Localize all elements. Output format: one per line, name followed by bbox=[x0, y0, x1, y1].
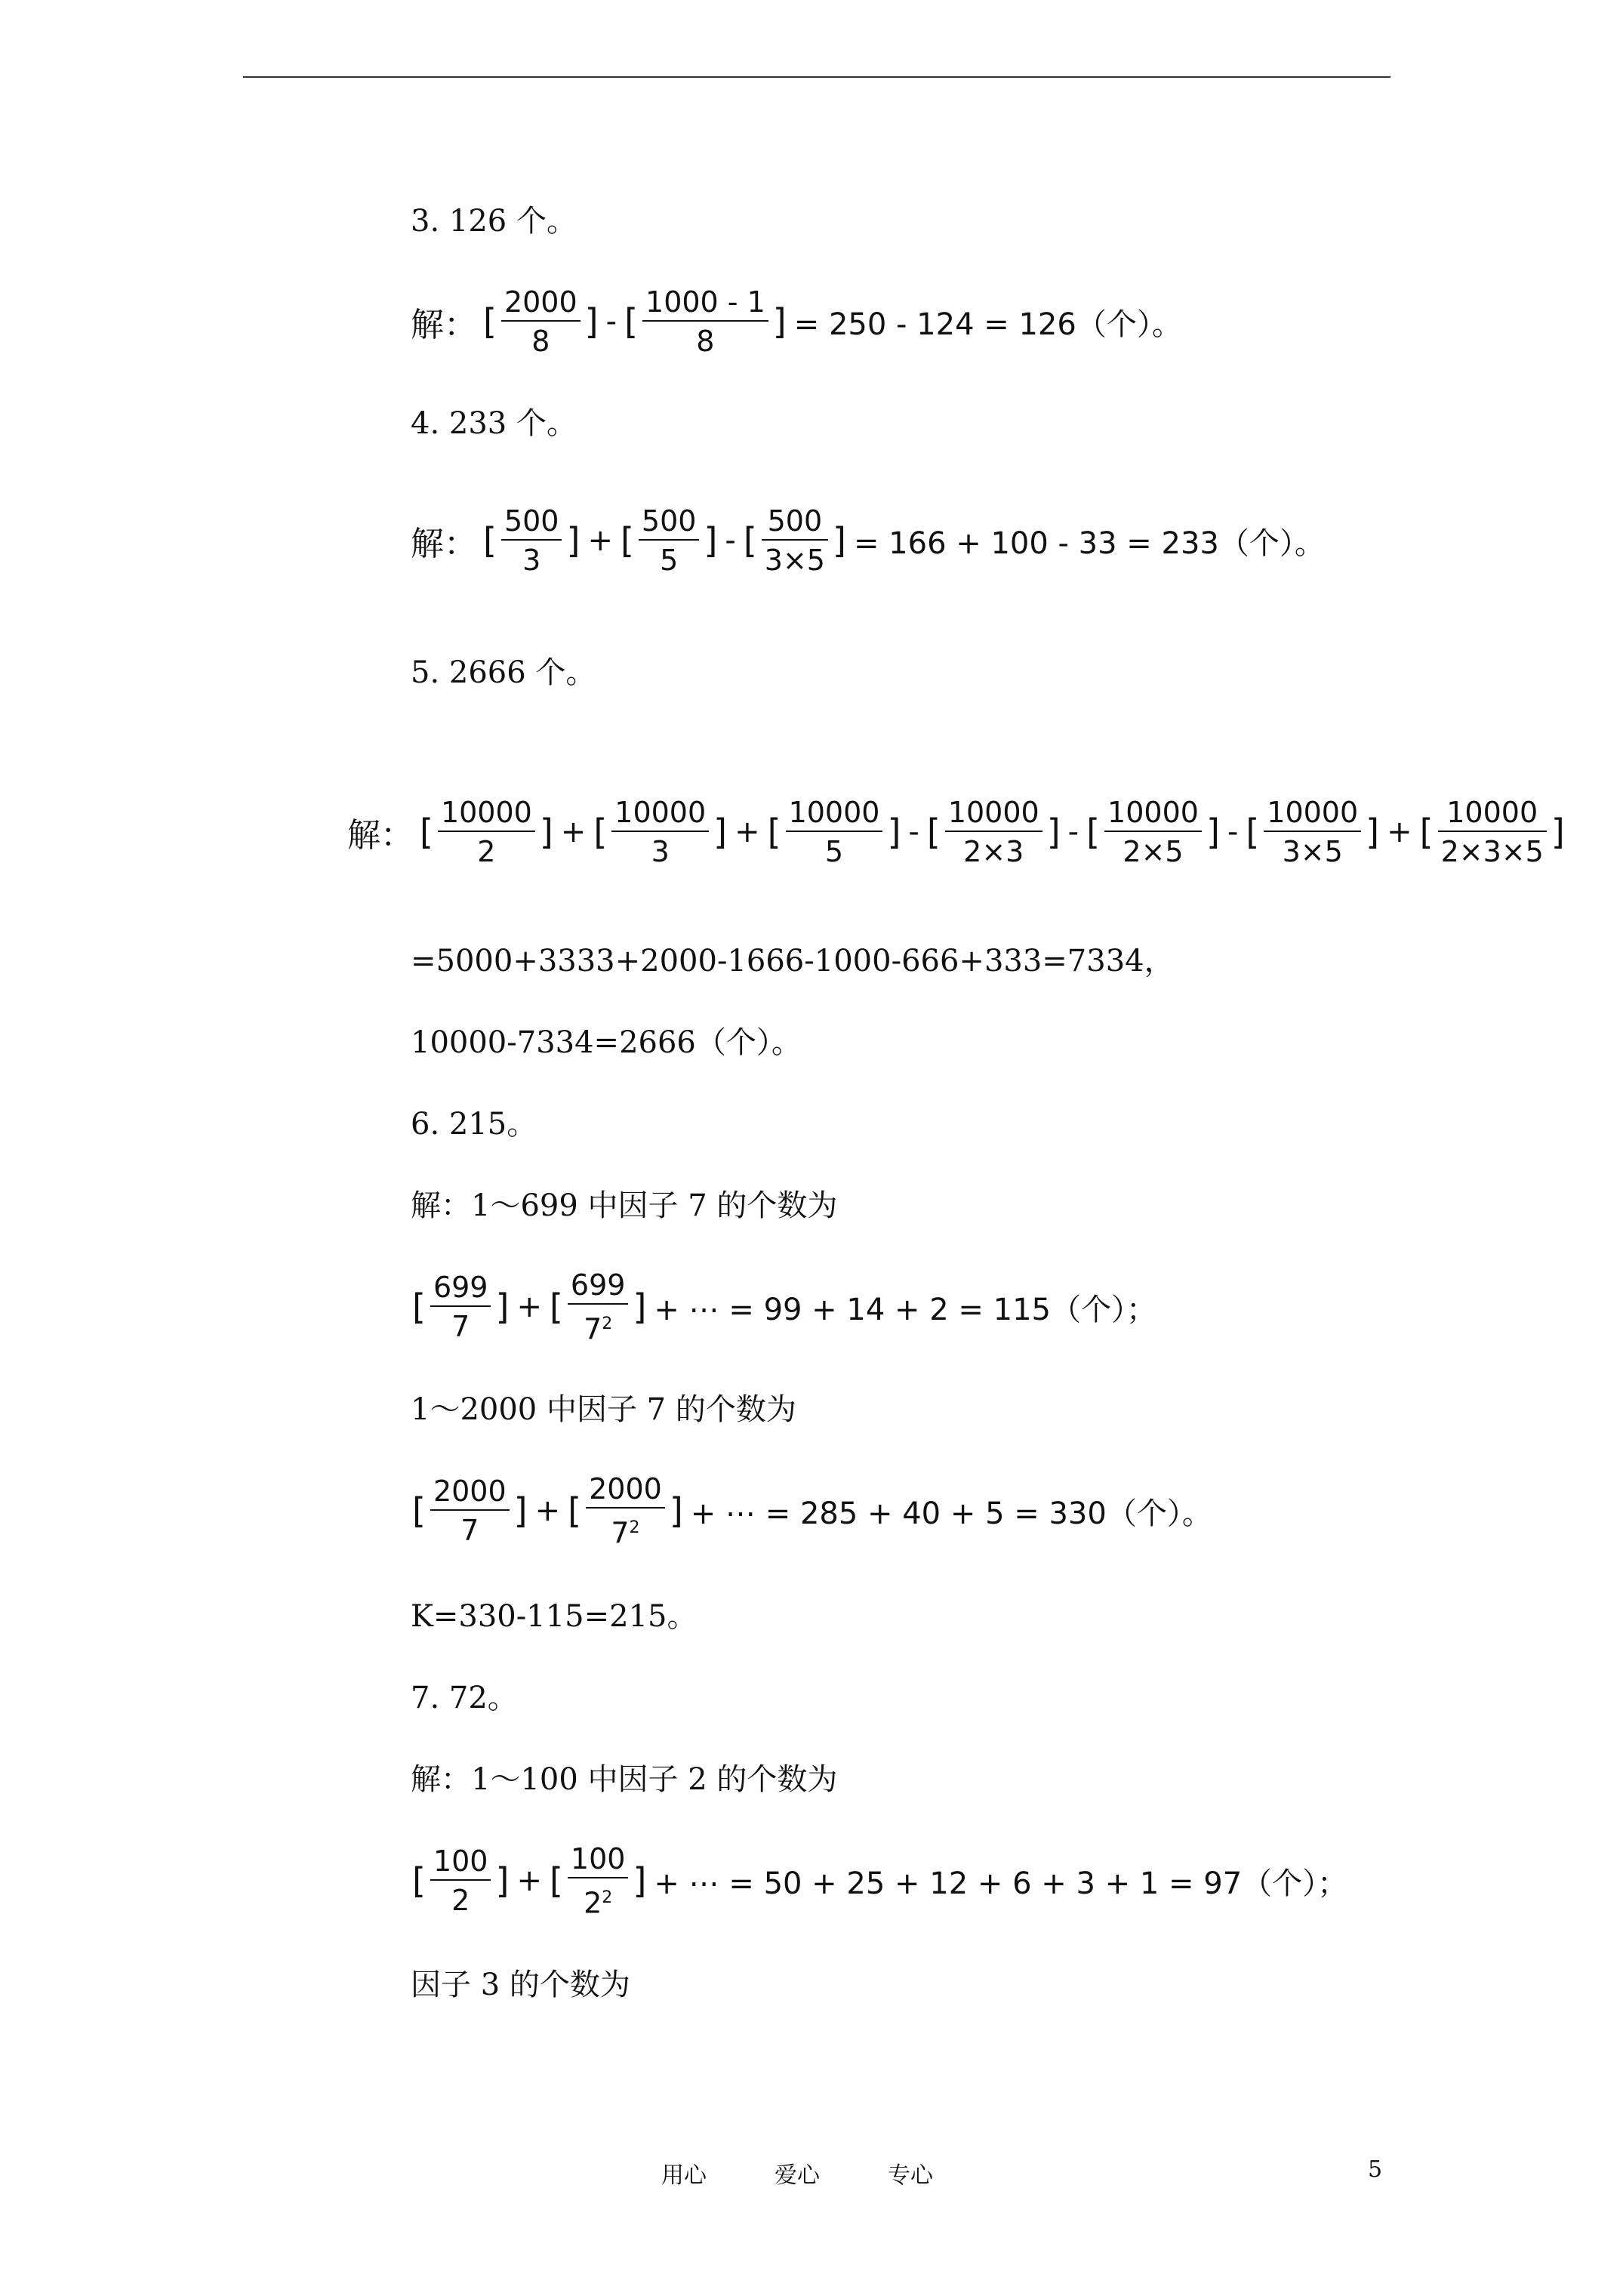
page-number: 5 bbox=[1368, 2156, 1383, 2183]
fraction: $\frac{2000}{8}$ bbox=[498, 285, 584, 358]
solution-7-formula-1: [ $\frac{100}{2}$ ] + [ $\frac{100}{2^2}$ ] + ⋯ = 50 + 25 + 12 + 6 + 3 + 1 = 97（个）； bbox=[412, 1842, 1348, 1920]
solution-7-line-2: 因子 3 的个数为 bbox=[411, 1968, 630, 2002]
fraction: $\frac{500}{3\times 5}$ bbox=[759, 504, 831, 577]
header-rule bbox=[243, 76, 1390, 78]
fraction: $\frac{10000}{2\times 3\times 5}$ bbox=[1435, 796, 1550, 868]
fraction: $\frac{10000}{3\times 5}$ bbox=[1261, 796, 1364, 868]
fraction: $\frac{2000}{7^2}$ bbox=[583, 1472, 668, 1550]
solution-5-line-3: 10000-7334=2666（个）。 bbox=[411, 1025, 802, 1060]
footer-motto: 用心 爱心 专心 bbox=[661, 2162, 933, 2189]
solution-6-formula-2: [ $\frac{2000}{7}$ ] + [ $\frac{2000}{7^2}$ ] + ⋯ = 285 + 40 + 5 = 330（个）。 bbox=[412, 1472, 1212, 1550]
answer-3: 3. 126 个。 bbox=[411, 204, 577, 239]
fraction: $\frac{500}{5}$ bbox=[636, 504, 703, 577]
answer-5: 5. 2666 个。 bbox=[411, 655, 596, 690]
fraction: $\frac{10000}{5}$ bbox=[783, 796, 886, 868]
answer-7: 7. 72。 bbox=[411, 1681, 518, 1715]
fraction: $\frac{2000}{7}$ bbox=[427, 1475, 513, 1547]
fraction: $\frac{10000}{2\times 3}$ bbox=[942, 796, 1046, 868]
fraction: $\frac{500}{3}$ bbox=[498, 504, 565, 577]
fraction: $\frac{699}{7}$ bbox=[427, 1271, 494, 1343]
solution-6-formula-1: [ $\frac{699}{7}$ ] + [ $\frac{699}{7^2}$ ] + ⋯ = 99 + 14 + 2 = 115（个）； bbox=[412, 1268, 1156, 1346]
solution-6-line-2: 1～2000 中因子 7 的个数为 bbox=[411, 1392, 796, 1427]
answer-4: 4. 233 个。 bbox=[411, 406, 577, 441]
fraction: $\frac{699}{7^2}$ bbox=[565, 1268, 632, 1346]
fraction: $\frac{10000}{2\times 5}$ bbox=[1101, 796, 1205, 868]
solution-6-result: K=330-115=215。 bbox=[411, 1599, 698, 1634]
solution-6-line-1: 解：1～699 中因子 7 的个数为 bbox=[411, 1188, 838, 1223]
answer-6: 6. 215。 bbox=[411, 1107, 537, 1142]
fraction: $\frac{100}{2^2}$ bbox=[565, 1842, 632, 1920]
solution-3-formula: 解： [ $\frac{2000}{8}$ ] - [ $\frac{1000 - 1}{8}$ ] = 250 - 124 = 126（个）。 bbox=[411, 285, 1182, 358]
fraction: $\frac{10000}{3}$ bbox=[608, 796, 712, 868]
solution-4-formula: 解： [ $\frac{500}{3}$ ] + [ $\frac{500}{5}$ ] - [ $\frac{500}{3\times 5}$ ] = 166 + 100 - 33 = 233（个）。 bbox=[411, 504, 1325, 577]
fraction: $\frac{1000 - 1}{8}$ bbox=[639, 285, 771, 358]
solution-7-line-1: 解：1～100 中因子 2 的个数为 bbox=[411, 1762, 838, 1797]
fraction: $\frac{100}{2}$ bbox=[427, 1845, 494, 1917]
solution-5-line-2: =5000+3333+2000-1666-1000-666+333=7334， bbox=[411, 944, 1175, 978]
fraction: $\frac{10000}{2}$ bbox=[435, 796, 538, 868]
solution-5-formula: 解： [ $\frac{10000}{2}$ ] + [ $\frac{10000}{3}$ ] + [ $\frac{10000}{5}$ ] - [ $\frac{10000}{2\times 3}$ ] - [ $\frac{10000}{2\times 5}$ ] - [ $\frac{10000}{3\times 5}$ ] + [ $\frac{10000}{2\times 3\times 5}$ ] bbox=[347, 796, 1565, 868]
